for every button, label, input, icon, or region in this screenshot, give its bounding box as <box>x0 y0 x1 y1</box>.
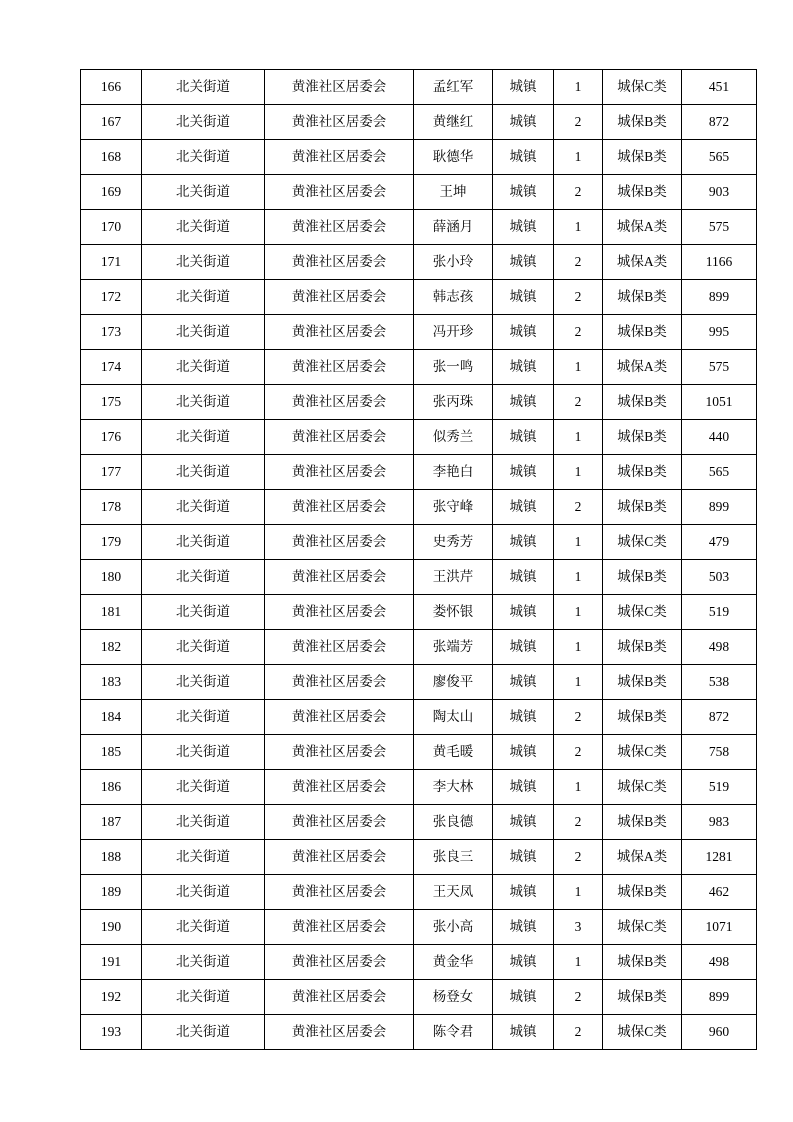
cell-name: 黄毛暖 <box>414 735 493 770</box>
cell-household-type: 城镇 <box>493 1015 554 1050</box>
cell-name: 张良德 <box>414 805 493 840</box>
cell-name: 张小玲 <box>414 245 493 280</box>
cell-street: 北关街道 <box>142 455 265 490</box>
cell-person-count: 2 <box>554 315 603 350</box>
cell-community: 黄淮社区居委会 <box>265 910 414 945</box>
cell-household-type: 城镇 <box>493 70 554 105</box>
cell-street: 北关街道 <box>142 770 265 805</box>
cell-person-count: 1 <box>554 630 603 665</box>
cell-amount: 983 <box>682 805 757 840</box>
cell-household-type: 城镇 <box>493 210 554 245</box>
cell-amount: 758 <box>682 735 757 770</box>
cell-index: 191 <box>81 945 142 980</box>
cell-community: 黄淮社区居委会 <box>265 210 414 245</box>
cell-amount: 498 <box>682 945 757 980</box>
cell-person-count: 2 <box>554 1015 603 1050</box>
cell-street: 北关街道 <box>142 735 265 770</box>
cell-category: 城保B类 <box>603 315 682 350</box>
cell-street: 北关街道 <box>142 980 265 1015</box>
cell-community: 黄淮社区居委会 <box>265 490 414 525</box>
table-row <box>81 70 757 105</box>
cell-category: 城保B类 <box>603 665 682 700</box>
cell-community: 黄淮社区居委会 <box>265 280 414 315</box>
cell-community: 黄淮社区居委会 <box>265 315 414 350</box>
cell-street: 北关街道 <box>142 560 265 595</box>
cell-street: 北关街道 <box>142 315 265 350</box>
cell-amount: 899 <box>682 980 757 1015</box>
cell-street: 北关街道 <box>142 910 265 945</box>
cell-amount: 519 <box>682 595 757 630</box>
cell-household-type: 城镇 <box>493 280 554 315</box>
table-row <box>81 595 757 630</box>
cell-person-count: 1 <box>554 595 603 630</box>
cell-index: 178 <box>81 490 142 525</box>
cell-household-type: 城镇 <box>493 770 554 805</box>
cell-index: 189 <box>81 875 142 910</box>
cell-person-count: 1 <box>554 560 603 595</box>
cell-household-type: 城镇 <box>493 105 554 140</box>
cell-household-type: 城镇 <box>493 245 554 280</box>
cell-category: 城保A类 <box>603 840 682 875</box>
table-row <box>81 630 757 665</box>
cell-amount: 1071 <box>682 910 757 945</box>
cell-category: 城保B类 <box>603 280 682 315</box>
cell-category: 城保C类 <box>603 525 682 560</box>
cell-street: 北关街道 <box>142 385 265 420</box>
cell-person-count: 2 <box>554 490 603 525</box>
table-row <box>81 105 757 140</box>
cell-community: 黄淮社区居委会 <box>265 735 414 770</box>
cell-index: 181 <box>81 595 142 630</box>
table-row <box>81 490 757 525</box>
table-row <box>81 140 757 175</box>
cell-street: 北关街道 <box>142 630 265 665</box>
cell-name: 李艳白 <box>414 455 493 490</box>
cell-amount: 1166 <box>682 245 757 280</box>
cell-name: 张良三 <box>414 840 493 875</box>
cell-person-count: 2 <box>554 245 603 280</box>
cell-amount: 899 <box>682 490 757 525</box>
cell-person-count: 2 <box>554 805 603 840</box>
cell-name: 张守峰 <box>414 490 493 525</box>
cell-name: 薛涵月 <box>414 210 493 245</box>
cell-category: 城保B类 <box>603 945 682 980</box>
cell-household-type: 城镇 <box>493 385 554 420</box>
cell-category: 城保B类 <box>603 875 682 910</box>
table-row <box>81 805 757 840</box>
cell-category: 城保C类 <box>603 910 682 945</box>
cell-amount: 498 <box>682 630 757 665</box>
cell-household-type: 城镇 <box>493 700 554 735</box>
cell-community: 黄淮社区居委会 <box>265 105 414 140</box>
cell-household-type: 城镇 <box>493 315 554 350</box>
cell-index: 177 <box>81 455 142 490</box>
cell-category: 城保B类 <box>603 490 682 525</box>
table-body <box>81 70 757 1050</box>
cell-person-count: 1 <box>554 70 603 105</box>
cell-index: 167 <box>81 105 142 140</box>
cell-household-type: 城镇 <box>493 840 554 875</box>
cell-household-type: 城镇 <box>493 630 554 665</box>
cell-street: 北关街道 <box>142 490 265 525</box>
cell-amount: 565 <box>682 140 757 175</box>
cell-person-count: 2 <box>554 175 603 210</box>
cell-household-type: 城镇 <box>493 875 554 910</box>
cell-person-count: 2 <box>554 840 603 875</box>
cell-community: 黄淮社区居委会 <box>265 420 414 455</box>
cell-community: 黄淮社区居委会 <box>265 1015 414 1050</box>
cell-community: 黄淮社区居委会 <box>265 770 414 805</box>
cell-name: 杨登女 <box>414 980 493 1015</box>
table-row <box>81 280 757 315</box>
cell-street: 北关街道 <box>142 700 265 735</box>
table-row <box>81 1015 757 1050</box>
cell-person-count: 1 <box>554 210 603 245</box>
cell-name: 黄金华 <box>414 945 493 980</box>
table-row <box>81 455 757 490</box>
subsidy-recipients-table <box>80 69 757 1050</box>
cell-street: 北关街道 <box>142 245 265 280</box>
cell-street: 北关街道 <box>142 665 265 700</box>
cell-household-type: 城镇 <box>493 595 554 630</box>
cell-category: 城保A类 <box>603 245 682 280</box>
cell-amount: 519 <box>682 770 757 805</box>
cell-street: 北关街道 <box>142 840 265 875</box>
cell-person-count: 1 <box>554 350 603 385</box>
cell-index: 190 <box>81 910 142 945</box>
cell-person-count: 1 <box>554 770 603 805</box>
cell-community: 黄淮社区居委会 <box>265 665 414 700</box>
cell-street: 北关街道 <box>142 350 265 385</box>
cell-name: 张端芳 <box>414 630 493 665</box>
table-row <box>81 700 757 735</box>
cell-name: 陶太山 <box>414 700 493 735</box>
cell-amount: 903 <box>682 175 757 210</box>
cell-index: 183 <box>81 665 142 700</box>
table-row <box>81 560 757 595</box>
cell-category: 城保C类 <box>603 735 682 770</box>
cell-household-type: 城镇 <box>493 525 554 560</box>
table-row <box>81 770 757 805</box>
cell-community: 黄淮社区居委会 <box>265 805 414 840</box>
cell-household-type: 城镇 <box>493 910 554 945</box>
cell-amount: 503 <box>682 560 757 595</box>
table-row <box>81 980 757 1015</box>
cell-category: 城保B类 <box>603 175 682 210</box>
cell-name: 耿德华 <box>414 140 493 175</box>
cell-community: 黄淮社区居委会 <box>265 945 414 980</box>
cell-name: 王洪芹 <box>414 560 493 595</box>
cell-street: 北关街道 <box>142 210 265 245</box>
cell-amount: 440 <box>682 420 757 455</box>
cell-index: 172 <box>81 280 142 315</box>
cell-person-count: 1 <box>554 140 603 175</box>
cell-household-type: 城镇 <box>493 980 554 1015</box>
cell-person-count: 1 <box>554 525 603 560</box>
cell-index: 179 <box>81 525 142 560</box>
cell-name: 廖俊平 <box>414 665 493 700</box>
cell-name: 史秀芳 <box>414 525 493 560</box>
cell-amount: 565 <box>682 455 757 490</box>
cell-community: 黄淮社区居委会 <box>265 595 414 630</box>
table-row <box>81 350 757 385</box>
cell-street: 北关街道 <box>142 1015 265 1050</box>
cell-index: 192 <box>81 980 142 1015</box>
cell-street: 北关街道 <box>142 525 265 560</box>
cell-category: 城保B类 <box>603 420 682 455</box>
cell-household-type: 城镇 <box>493 560 554 595</box>
table-row <box>81 875 757 910</box>
cell-category: 城保A类 <box>603 210 682 245</box>
cell-category: 城保C类 <box>603 1015 682 1050</box>
cell-person-count: 1 <box>554 875 603 910</box>
cell-street: 北关街道 <box>142 175 265 210</box>
cell-index: 170 <box>81 210 142 245</box>
cell-community: 黄淮社区居委会 <box>265 350 414 385</box>
cell-person-count: 2 <box>554 280 603 315</box>
cell-person-count: 1 <box>554 420 603 455</box>
table-row <box>81 315 757 350</box>
cell-street: 北关街道 <box>142 875 265 910</box>
cell-index: 171 <box>81 245 142 280</box>
cell-name: 张丙珠 <box>414 385 493 420</box>
cell-category: 城保B类 <box>603 385 682 420</box>
cell-index: 188 <box>81 840 142 875</box>
cell-community: 黄淮社区居委会 <box>265 630 414 665</box>
cell-name: 冯开珍 <box>414 315 493 350</box>
cell-person-count: 2 <box>554 700 603 735</box>
table-row <box>81 665 757 700</box>
cell-index: 175 <box>81 385 142 420</box>
cell-community: 黄淮社区居委会 <box>265 525 414 560</box>
cell-name: 孟红军 <box>414 70 493 105</box>
cell-name: 韩志孩 <box>414 280 493 315</box>
cell-category: 城保A类 <box>603 350 682 385</box>
cell-amount: 1281 <box>682 840 757 875</box>
cell-category: 城保B类 <box>603 455 682 490</box>
table-row <box>81 420 757 455</box>
cell-household-type: 城镇 <box>493 350 554 385</box>
table-row <box>81 840 757 875</box>
table-row <box>81 245 757 280</box>
cell-index: 166 <box>81 70 142 105</box>
cell-name: 张小高 <box>414 910 493 945</box>
cell-name: 陈令君 <box>414 1015 493 1050</box>
cell-household-type: 城镇 <box>493 805 554 840</box>
table-row <box>81 210 757 245</box>
cell-amount: 575 <box>682 350 757 385</box>
cell-community: 黄淮社区居委会 <box>265 70 414 105</box>
cell-index: 193 <box>81 1015 142 1050</box>
cell-person-count: 1 <box>554 665 603 700</box>
table-row <box>81 525 757 560</box>
cell-amount: 575 <box>682 210 757 245</box>
cell-household-type: 城镇 <box>493 735 554 770</box>
cell-household-type: 城镇 <box>493 945 554 980</box>
cell-index: 180 <box>81 560 142 595</box>
cell-household-type: 城镇 <box>493 455 554 490</box>
table-row <box>81 385 757 420</box>
cell-amount: 899 <box>682 280 757 315</box>
cell-community: 黄淮社区居委会 <box>265 385 414 420</box>
cell-person-count: 2 <box>554 105 603 140</box>
cell-household-type: 城镇 <box>493 140 554 175</box>
cell-amount: 1051 <box>682 385 757 420</box>
cell-index: 182 <box>81 630 142 665</box>
cell-amount: 872 <box>682 105 757 140</box>
table-row <box>81 175 757 210</box>
cell-category: 城保B类 <box>603 630 682 665</box>
cell-index: 174 <box>81 350 142 385</box>
cell-amount: 462 <box>682 875 757 910</box>
cell-person-count: 2 <box>554 980 603 1015</box>
cell-street: 北关街道 <box>142 420 265 455</box>
cell-street: 北关街道 <box>142 105 265 140</box>
cell-index: 186 <box>81 770 142 805</box>
cell-index: 187 <box>81 805 142 840</box>
cell-household-type: 城镇 <box>493 420 554 455</box>
cell-amount: 872 <box>682 700 757 735</box>
cell-street: 北关街道 <box>142 945 265 980</box>
cell-person-count: 1 <box>554 945 603 980</box>
cell-community: 黄淮社区居委会 <box>265 175 414 210</box>
cell-street: 北关街道 <box>142 70 265 105</box>
cell-category: 城保C类 <box>603 595 682 630</box>
cell-name: 李大林 <box>414 770 493 805</box>
cell-name: 娄怀银 <box>414 595 493 630</box>
cell-category: 城保B类 <box>603 105 682 140</box>
cell-amount: 538 <box>682 665 757 700</box>
cell-street: 北关街道 <box>142 280 265 315</box>
cell-person-count: 2 <box>554 385 603 420</box>
cell-category: 城保B类 <box>603 805 682 840</box>
cell-category: 城保B类 <box>603 140 682 175</box>
cell-category: 城保B类 <box>603 560 682 595</box>
cell-community: 黄淮社区居委会 <box>265 875 414 910</box>
cell-index: 169 <box>81 175 142 210</box>
cell-person-count: 1 <box>554 455 603 490</box>
cell-index: 185 <box>81 735 142 770</box>
cell-category: 城保C类 <box>603 770 682 805</box>
cell-name: 似秀兰 <box>414 420 493 455</box>
table-row <box>81 910 757 945</box>
cell-amount: 451 <box>682 70 757 105</box>
table-row <box>81 735 757 770</box>
cell-name: 王坤 <box>414 175 493 210</box>
cell-household-type: 城镇 <box>493 665 554 700</box>
cell-community: 黄淮社区居委会 <box>265 245 414 280</box>
cell-community: 黄淮社区居委会 <box>265 455 414 490</box>
cell-category: 城保B类 <box>603 980 682 1015</box>
cell-index: 184 <box>81 700 142 735</box>
cell-amount: 995 <box>682 315 757 350</box>
cell-community: 黄淮社区居委会 <box>265 560 414 595</box>
cell-name: 张一鸣 <box>414 350 493 385</box>
cell-household-type: 城镇 <box>493 175 554 210</box>
cell-name: 黄继红 <box>414 105 493 140</box>
cell-index: 173 <box>81 315 142 350</box>
cell-category: 城保B类 <box>603 700 682 735</box>
cell-name: 王天凤 <box>414 875 493 910</box>
cell-person-count: 2 <box>554 735 603 770</box>
cell-community: 黄淮社区居委会 <box>265 840 414 875</box>
cell-street: 北关街道 <box>142 595 265 630</box>
cell-street: 北关街道 <box>142 805 265 840</box>
cell-street: 北关街道 <box>142 140 265 175</box>
cell-community: 黄淮社区居委会 <box>265 140 414 175</box>
cell-index: 176 <box>81 420 142 455</box>
cell-household-type: 城镇 <box>493 490 554 525</box>
table-row <box>81 945 757 980</box>
cell-community: 黄淮社区居委会 <box>265 980 414 1015</box>
cell-index: 168 <box>81 140 142 175</box>
cell-amount: 960 <box>682 1015 757 1050</box>
cell-amount: 479 <box>682 525 757 560</box>
cell-category: 城保C类 <box>603 70 682 105</box>
cell-person-count: 3 <box>554 910 603 945</box>
cell-community: 黄淮社区居委会 <box>265 700 414 735</box>
